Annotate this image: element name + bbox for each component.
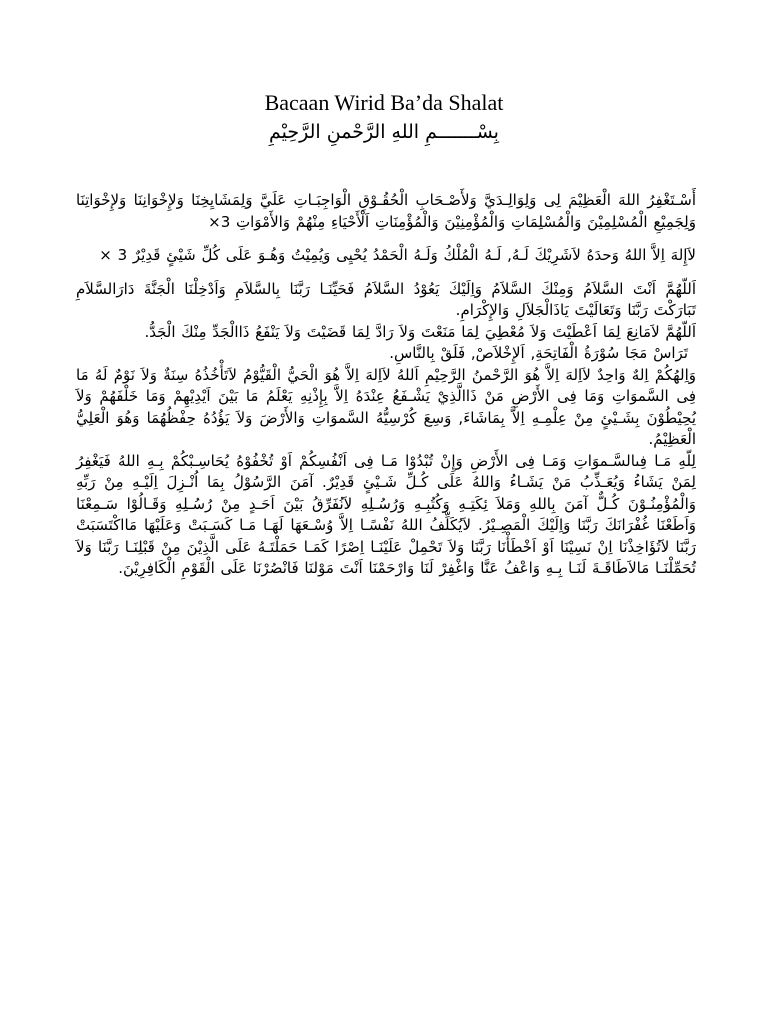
page-title: Bacaan Wirid Ba’da Shalat — [264, 90, 504, 115]
surah-instruction-paragraph: تَرَاسْ مَجَا سُوْرَةُ الْفَاتِحَةِ, اَلإِخْلاَصْ, فَلَقْ بِالنَّاسِ. — [389, 344, 688, 362]
la-mania-paragraph: اَللّهُمَّ لاَمَانِعَ لِمَا اَعْطَيْتَ وَلاَ مُعْطِيَ لِمَا مَنَعْتَ وَلاَ رَادَّ لِمَا قَضَيْتَ وَلاَ يَنْفَعُ ذَاالْجَدِّ مِنْكَ الْجَدُّ. — [144, 322, 696, 341]
tahlil-paragraph: لاَإِلهَ اِلاَّ اللهُ وَحدَهُ لاَشَرِيْكَ لَـهُ, لَـهُ الْمُلْكُ وَلَـهُ الْحَمْدُ يُحْيِى وَيُمِيْتُ وَهُـوَ عَلَى كُلِّ شَيْئٍ قَدِيْرٌ 3 × — [99, 246, 696, 264]
basmalah-line: بِسْـــــــمِ اللهِ الرَّحْمنِ الرَّحِيْمِ — [269, 121, 499, 143]
istighfar-paragraph: أَسْـتَغْفِرُ اللهَ الْعَظِيْمَ لِى وَلِوَالِـدَيَّ وَلأَصْـحَابِ الْحُقُـوْقِ الْوَاجِبَـاتِ عَلَيَّ وَلِمَشَايِخِنَا وَلإِخْوَانِنَا وَلإِخْوَاتِنَا وَلِجَمِيْعِ الْمُسْلِمِيْنَ وَالْمُسْلِمَاتِ وَالْمُؤْمِنِيْنَ وَالْمُؤْمِنَاتِ اَلْأَحْيَاءِ مِنْهُمْ وَالأَمْوَاتِ 3× — [76, 191, 696, 231]
wirid-body — [76, 190, 696, 580]
ayat-kursi-paragraph: وَاِلهُكُمْ اِلهٌ وَاحِدٌ لاَاِلهَ اِلاَّ هُوَ الرَّحْمنُ الرَّحِيْمِ اَللهُ لاَاِلهَ اِلاَّ هُوَ الْحَيُّ الْقَيُّوْمُ لاَتَأْخُذُهُ سِنَةٌ وَلاَ نَوْمٌ لَهُ مَا فِى السَّموَاتِ وَمَا فِى الأَرْضِ مَنْ ذَاالَّذِيْ يَشْـفَعُ عِنْدَهُ اِلاَّ بِإِذْنِهِ يَعْلَمُ مَا بَيْنَ اَيْدِيْهِمْ وَمَا خَلْفَهُمْ وَلاَ يُحِيْطُوْنَ بِشَـيْئٍ مِنْ عِلْمِـهِ اِلاَّ بِمَاشَاءَ, وَسِعَ كُرْسِيُّهُ السَّموَاتِ وَالأَرْضَ وَلاَ يَؤُدُهُ حِفْظُهُمَا وَهُوَ الْعَلِيُّ الْعَظِيْمُ. — [76, 365, 696, 448]
salam-paragraph: اَللّهُمَّ اَنْتَ السَّلاَمُ وَمِنْكَ السَّلاَمُ وَاِلَيْكَ يَعُوْدُ السَّلاَمُ فَحَيِّنَـا رَبَّنَا بِالسَّلاَمِ وَاَدْخِلْنَا الْجَنَّةَ دَارَالسَّلاَمِ تَبَارَكْتَ رَبَّنَا وَتَعَالَيْتَ يَاذَالْجَلاَلِ وَالإِكْرَامِ. — [76, 279, 696, 319]
amanar-rasul-paragraph: لِلّهِ مَـا فِىالسَّـموَاتِ وَمَـا فِى الأَرْضِ وَإِنْ تُبْدُوْا مَـا فِى اَنْفُسِكُمْ اَوْ تُخْفُوْهُ يُحَاسِـبْكُمْ بِـهِ اللهُ فَيَغْفِرُ لِمَنْ يَشَاءُ وَيُعَـذِّبُ مَنْ يَشَـاءُ وَاللهُ عَلَى كُـلِّ شَـيْئٍ قَدِيْرٌ. آمَنَ الرَّسُوْلُ بِمَا اُنْـزِلَ اِلَيْـهِ مِنْ رَبِّهِ وَالْمُؤْمِنُـوْنَ كُـلٌّ آمَنَ بِاللهِ وَمَلاَ ئِكَتِـهِ وَكُتُبِـهِ وَرُسُـلِهِ لاَنُفَرِّقُ بَيْنَ اَحَـدٍ مِنْ رُسُـلِهِ وَقَـالُوْا سَـمِعْنَا وَاَطَعْنَا غُفْرَانَكَ رَبَّنَا وَاِلَيْكَ الْمَصِـيْرُ. لاَيُكَلِّفُ اللهُ نَفْسًـا اِلاَّ وُسْـعَهَا لَهَـا مَـا كَسَـبَتْ وَعَلَيْهَا مَااكْتَسَبَتْ رَبَّنَا لاَتُؤَاخِذْنَا اِنْ نَسِيْنَا اَوْ اَخْطَأْنَا رَبَّنَا وَلاَ تَحْمِلْ عَلَيْنَـا اِصْرًا كَمَـا حَمَلْتَـهُ عَلَى الَّذِيْنَ مِنْ قَبْلِنَـا رَبَّنَا وَلاَ تُحَمِّلْنَـا مَالاَطَاقَـةَ لَنَـا بِـهِ وَاعْفُ عَنَّا وَاغْفِرْ لَنَا وَارْحَمْنَا اَنْتَ مَوْلنَا فَانْصُرْنَا عَلَى الْقَوْمِ الْكَافِرِيْنَ. — [76, 451, 696, 577]
